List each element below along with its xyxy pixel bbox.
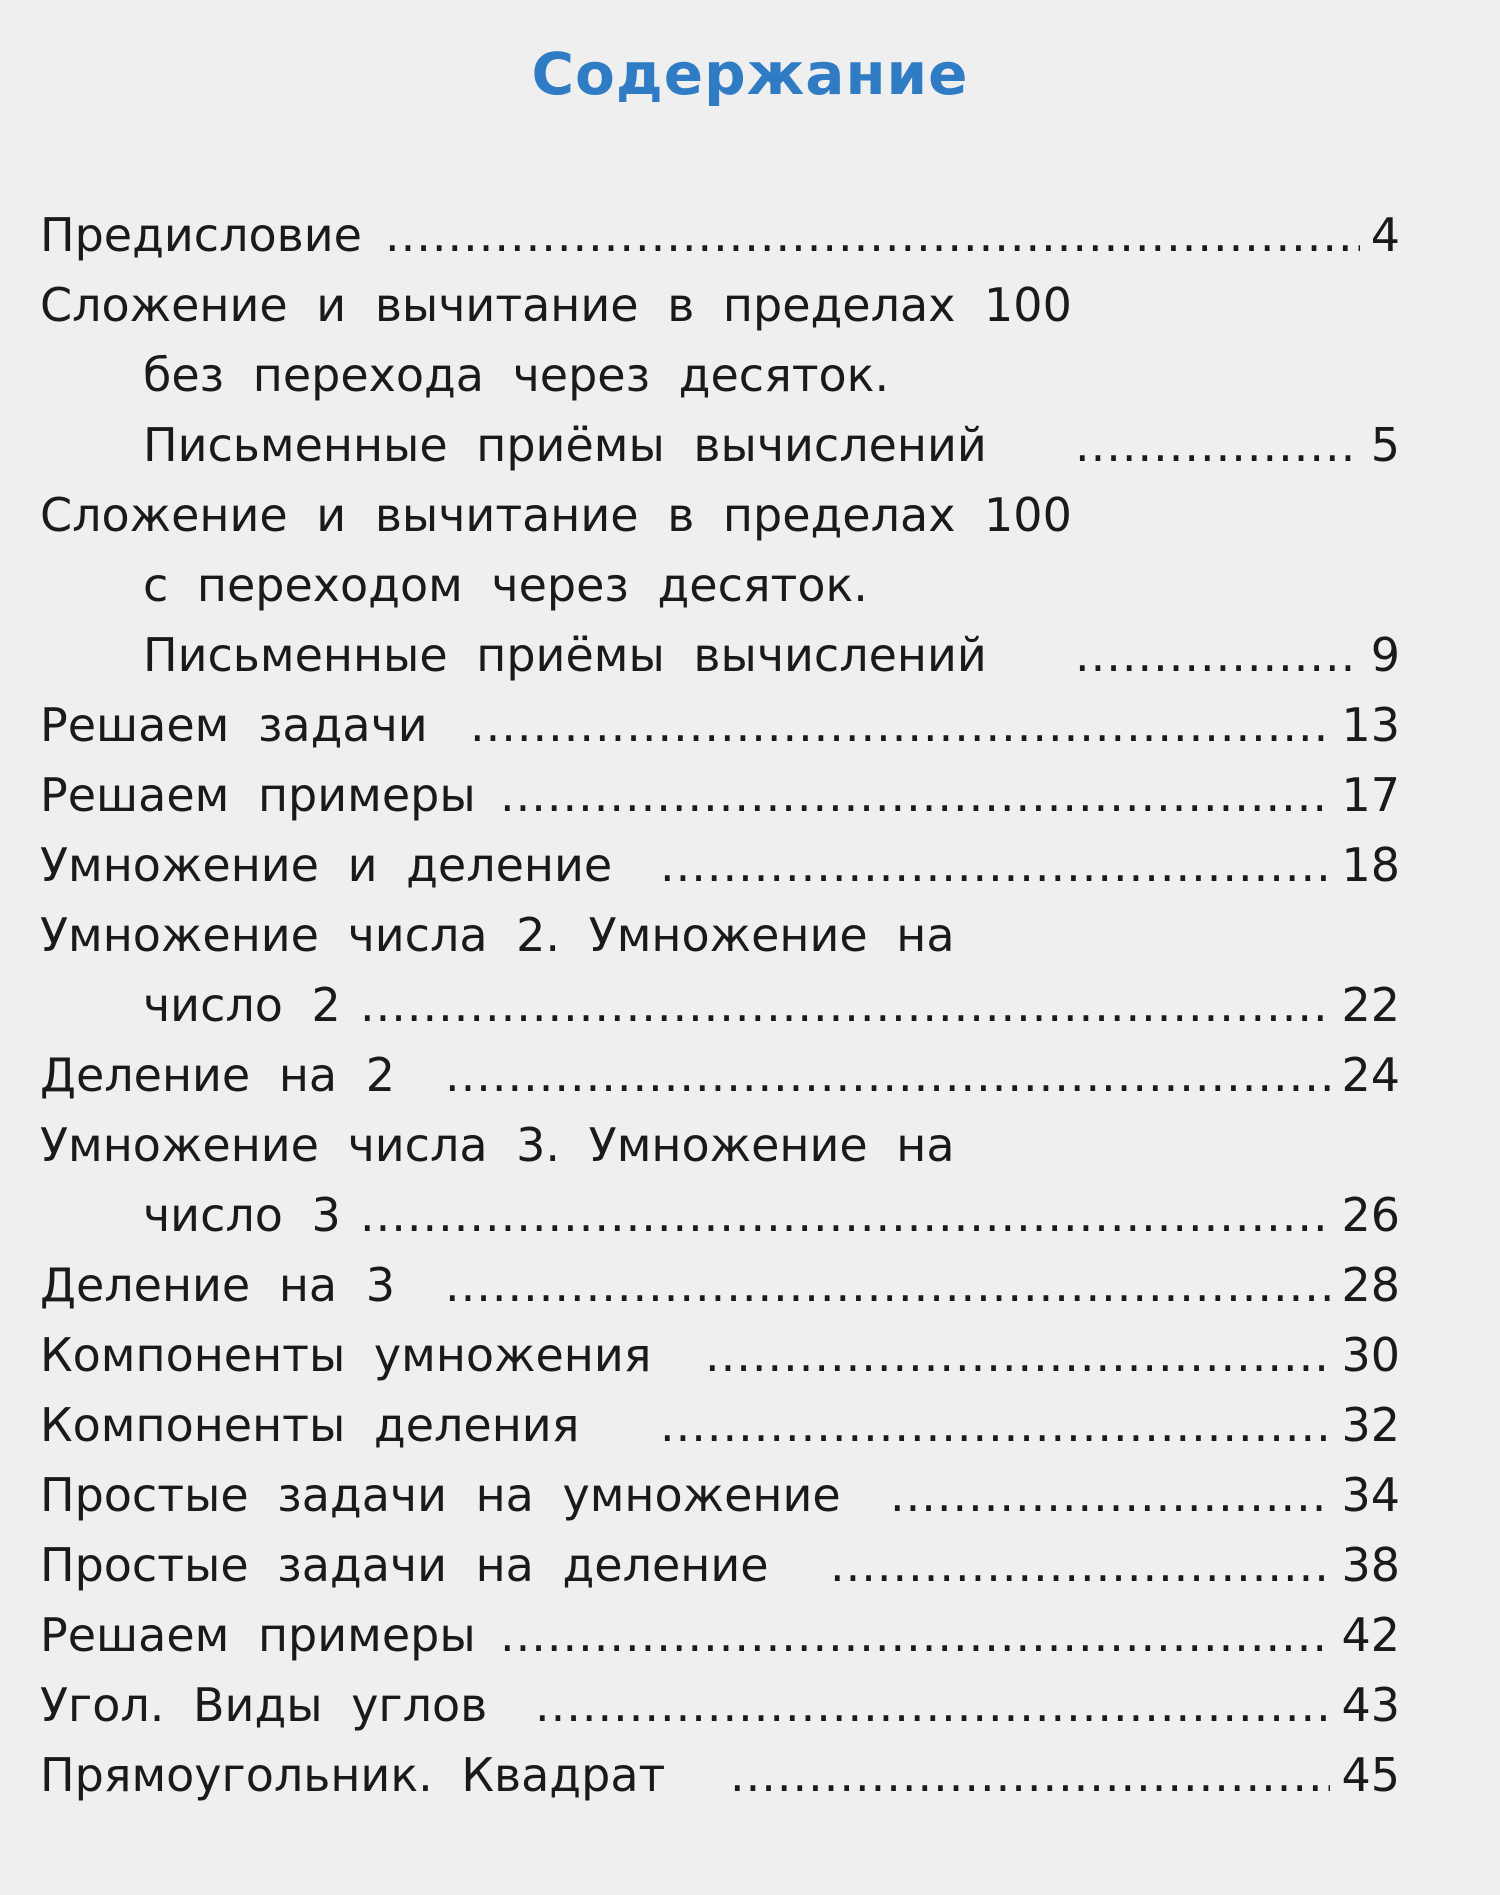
- toc-page-number: 26: [1341, 1188, 1400, 1242]
- toc-entry-text: Письменные приёмы вычислений: [143, 418, 987, 472]
- toc-entry-angles: [40, 1670, 1400, 1740]
- toc-entry-mult-by-2-cont: [40, 970, 1400, 1040]
- toc-entry-continuation: [40, 550, 1400, 620]
- toc-entry-mult-by-3-cont: [40, 1180, 1400, 1250]
- toc-entry-solve-examples-2: [40, 1600, 1400, 1670]
- toc-entry-written-methods-1: [40, 410, 1400, 480]
- toc-entry-text: Деление на 3: [40, 1258, 395, 1312]
- dot-leader: [500, 1600, 1330, 1670]
- toc-entry-simple-mult-problems: [40, 1460, 1400, 1530]
- dot-leader: [730, 1740, 1330, 1810]
- dot-leader: [535, 1670, 1330, 1740]
- toc-entry-text: Компоненты умножения: [40, 1328, 652, 1382]
- toc-entry-written-methods-2: [40, 620, 1400, 690]
- toc-page-number: 45: [1341, 1748, 1400, 1802]
- toc-entry-text: Деление на 2: [40, 1048, 395, 1102]
- toc-page-number: 30: [1341, 1328, 1400, 1382]
- toc-entry-text: Решаем примеры: [40, 1608, 476, 1662]
- toc-page-number: 38: [1341, 1538, 1400, 1592]
- dot-leader: [660, 830, 1330, 900]
- toc-entry-continuation: [40, 340, 1400, 410]
- toc-page-number: 5: [1370, 418, 1400, 472]
- toc-entry-preface: [40, 200, 1400, 270]
- page-title: Содержание: [531, 40, 969, 108]
- toc-entry-text: Решаем примеры: [40, 768, 476, 822]
- dot-leader: [445, 1250, 1330, 1320]
- toc-entry-text: число 3: [143, 1188, 341, 1242]
- toc-entry-text: без перехода через десяток.: [143, 348, 890, 402]
- toc-page-number: 4: [1370, 208, 1400, 262]
- toc-entry-mult-components: [40, 1320, 1400, 1390]
- dot-leader: [500, 760, 1330, 830]
- toc-entry-mult-by-2: [40, 900, 1400, 970]
- dot-leader: [705, 1320, 1330, 1390]
- toc-entry-text: Решаем задачи: [40, 698, 428, 752]
- dot-leader: [1075, 410, 1360, 480]
- toc-entry-text: Простые задачи на деление: [40, 1538, 769, 1592]
- toc-entry-text: Прямоугольник. Квадрат: [40, 1748, 666, 1802]
- table-of-contents: [40, 200, 1400, 1810]
- toc-page-number: 24: [1341, 1048, 1400, 1102]
- toc-page-number: 22: [1341, 978, 1400, 1032]
- dot-leader: [1075, 620, 1360, 690]
- toc-page-number: 13: [1341, 698, 1400, 752]
- toc-entry-solve-examples-1: [40, 760, 1400, 830]
- toc-entry-text: Умножение числа 3. Умножение на: [40, 1118, 955, 1172]
- toc-page-number: 28: [1341, 1258, 1400, 1312]
- toc-entry-mult-div: [40, 830, 1400, 900]
- toc-page-number: 18: [1341, 838, 1400, 892]
- toc-entry-text: Сложение и вычитание в пределах 100: [40, 278, 1072, 332]
- toc-page-number: 17: [1341, 768, 1400, 822]
- dot-leader: [660, 1390, 1330, 1460]
- toc-page-number: 43: [1341, 1678, 1400, 1732]
- toc-entry-text: Предисловие: [40, 208, 362, 262]
- toc-entry-simple-div-problems: [40, 1530, 1400, 1600]
- toc-entry-div-by-2: [40, 1040, 1400, 1110]
- toc-entry-text: Умножение числа 2. Умножение на: [40, 908, 955, 962]
- toc-entry-add-sub-with-carry: [40, 480, 1400, 550]
- toc-entry-text: Сложение и вычитание в пределах 100: [40, 488, 1072, 542]
- dot-leader: [890, 1460, 1330, 1530]
- toc-entry-text: число 2: [143, 978, 341, 1032]
- toc-page-number: 9: [1370, 628, 1400, 682]
- toc-entry-mult-by-3: [40, 1110, 1400, 1180]
- toc-entry-div-components: [40, 1390, 1400, 1460]
- dot-leader: [470, 690, 1330, 760]
- toc-entry-text: с переходом через десяток.: [143, 558, 868, 612]
- toc-entry-solve-problems: [40, 690, 1400, 760]
- toc-entry-text: Умножение и деление: [40, 838, 613, 892]
- toc-entry-div-by-3: [40, 1250, 1400, 1320]
- dot-leader: [360, 1180, 1330, 1250]
- toc-page-number: 32: [1341, 1398, 1400, 1452]
- toc-entry-text: Компоненты деления: [40, 1398, 580, 1452]
- dot-leader: [360, 970, 1330, 1040]
- toc-entry-add-sub-no-carry: [40, 270, 1400, 340]
- toc-entry-text: Письменные приёмы вычислений: [143, 628, 987, 682]
- dot-leader: [445, 1040, 1330, 1110]
- toc-entry-text: Угол. Виды углов: [40, 1678, 488, 1732]
- toc-page-number: 42: [1341, 1608, 1400, 1662]
- dot-leader: [830, 1530, 1330, 1600]
- toc-entry-text: Простые задачи на умножение: [40, 1468, 841, 1522]
- toc-page-number: 34: [1341, 1468, 1400, 1522]
- dot-leader: [385, 200, 1360, 270]
- toc-entry-rectangle-square: [40, 1740, 1400, 1810]
